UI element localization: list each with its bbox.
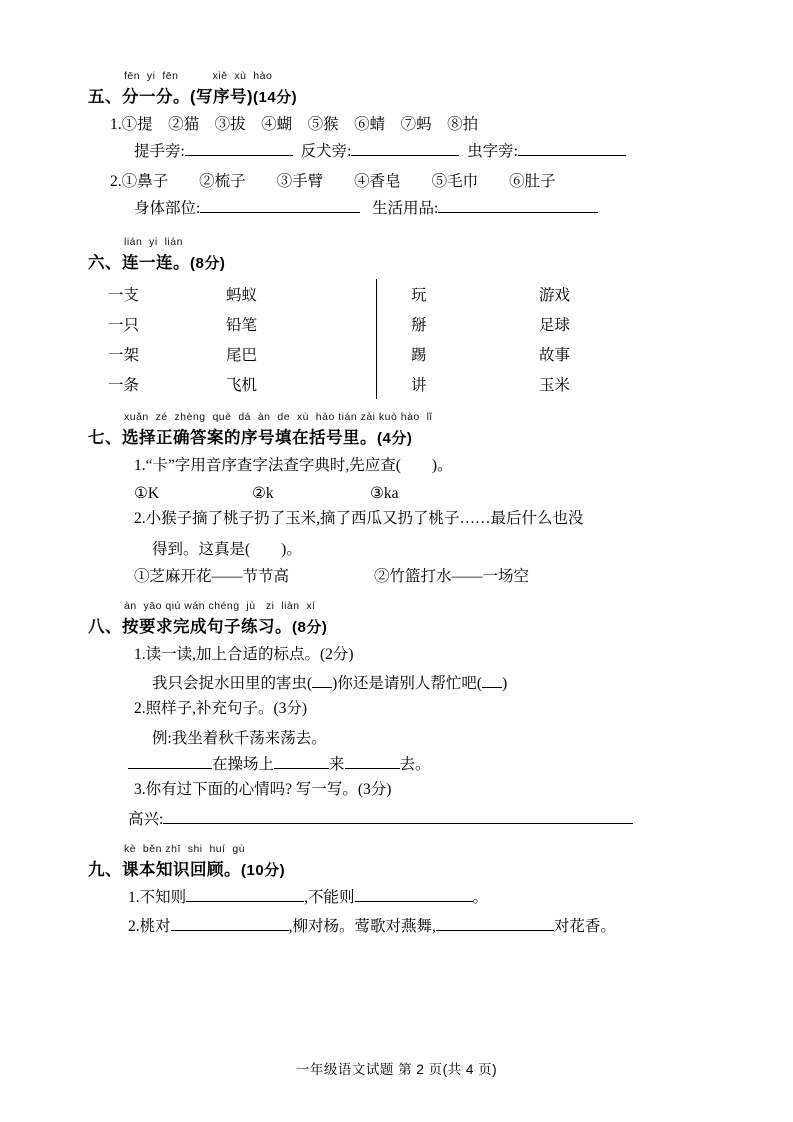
match-right2-3[interactable]: 故事 (539, 347, 571, 365)
q1-score: (2分) (320, 645, 354, 663)
q2-label: 2. (134, 509, 146, 527)
fill-text-a: 在操场上 (212, 756, 275, 774)
mood-prompt: 高兴: (128, 811, 164, 829)
match-left2-4[interactable]: 讲 (411, 377, 427, 395)
cat-chongzipang-answer[interactable] (518, 141, 626, 156)
cat-tishoupang-answer[interactable] (185, 141, 293, 156)
section-seven-q2-line2 (152, 537, 708, 559)
option-a[interactable]: ①K (134, 484, 160, 502)
match-row (108, 369, 708, 399)
page-content (88, 70, 708, 942)
q1-part-c: 。 (472, 889, 489, 907)
match-left-2[interactable]: 一只 (108, 317, 140, 335)
q2-label: 2. (134, 700, 146, 718)
section-six-score: (8分) (190, 255, 226, 273)
section-nine-score: (10分) (241, 862, 286, 880)
match-right2-2[interactable]: 足球 (539, 317, 571, 335)
q3-text: 你有过下面的心情吗? 写一写。 (145, 781, 358, 799)
section-six-title: 六、连一连。 (88, 254, 190, 273)
punct-blank-1[interactable] (312, 673, 332, 688)
section-eight-score: (8分) (292, 618, 328, 636)
q3-score: (3分) (357, 781, 392, 799)
section-seven-title: 七、选择正确答案的序号填在括号里。 (88, 429, 377, 448)
fill-blank-2[interactable] (274, 754, 329, 769)
fill-text-b: 来 (329, 756, 345, 774)
section-eight-q2-example (152, 726, 708, 748)
section-six-heading (88, 249, 708, 273)
section-eight-q1-sentence[interactable] (152, 671, 708, 693)
option-c[interactable]: ③ka (370, 484, 399, 502)
section-nine-heading (88, 856, 708, 880)
q2-text: 照样子,补充句子。 (145, 700, 274, 718)
match-row (108, 309, 708, 339)
cat-bodypart-label: 身体部位: (134, 200, 201, 218)
q1-word-list: ①提 ②猫 ③拔 ④蝴 ⑤猴 ⑥蜻 ⑦蚂 ⑧拍 (121, 116, 479, 133)
q2-part-b: ,柳对杨。莺歌对燕舞, (288, 917, 436, 935)
cat-daily-answer[interactable] (438, 198, 598, 213)
match-right-1[interactable]: 蚂蚁 (226, 287, 258, 305)
match-left2-1[interactable]: 玩 (411, 287, 427, 305)
q2-label: 2. (110, 173, 122, 191)
q1-part-b: ,不能则 (304, 889, 355, 907)
match-row (108, 279, 708, 309)
section-nine-title: 九、课本知识回顾。 (88, 861, 241, 880)
match-right2-4[interactable]: 玉米 (539, 377, 571, 395)
match-left2-2[interactable]: 掰 (411, 317, 427, 335)
q1-text: 读一读,加上合适的标点。 (145, 645, 321, 663)
option-b[interactable]: ②k (252, 484, 274, 502)
q2-word-list: ①鼻子 ②梳子 ③手臂 ④香皂 ⑤毛巾 ⑥肚子 (121, 173, 556, 191)
section-five-q1-words (110, 113, 708, 136)
cat-fanquanpang-answer[interactable] (351, 141, 459, 156)
q1-text[interactable]: “卡”字用音序查字法查字典时,先应查( )。 (145, 457, 453, 475)
section-five-q1-categories (134, 140, 708, 165)
cat-daily-label: 生活用品: (371, 200, 439, 218)
q2-blank-2[interactable] (436, 916, 554, 931)
section-five-title: 五、分一分。(写序号) (88, 88, 253, 106)
section-seven-q2-line1 (134, 507, 708, 532)
q1-label: 1. (134, 457, 146, 475)
option-a[interactable]: ①芝麻开花——节节高 (134, 567, 290, 585)
match-left2-3[interactable]: 踢 (411, 347, 427, 365)
match-divider (376, 279, 377, 309)
section-nine-q2 (128, 915, 708, 940)
cat-tishoupang-label: 提手旁: (134, 143, 185, 161)
punct-blank-2[interactable] (482, 673, 502, 688)
section-five-q2-words (110, 170, 708, 193)
section-seven-q1-options (134, 484, 708, 503)
match-grid (108, 279, 708, 399)
sentence-part-b: )你还是请别人帮忙吧( (332, 675, 482, 693)
q2-text-line2[interactable]: 得到。这真是( )。 (152, 540, 302, 558)
section-eight-pinyin: àn yāo qiú wán chéng jù zi liàn xí (124, 599, 316, 612)
match-left-3[interactable]: 一架 (108, 347, 140, 365)
section-five-pinyin: fēn yi fēn xiě xù hào (124, 70, 273, 82)
q1-part-a: 不知则 (139, 889, 187, 907)
section-eight-title: 八、按要求完成句子练习。 (88, 617, 292, 636)
match-right2-1[interactable]: 游戏 (539, 287, 571, 305)
q1-blank-1[interactable] (186, 887, 304, 902)
match-right-4[interactable]: 飞机 (226, 377, 258, 395)
section-eight-q2 (134, 697, 708, 722)
q1-label: 1. (110, 116, 122, 133)
section-nine-pinyin: kè běn zhī shi huí gù (124, 843, 246, 856)
match-row (108, 339, 708, 369)
section-five-heading (88, 83, 708, 107)
q2-label: 2. (128, 917, 140, 935)
fill-blank-1[interactable] (128, 754, 212, 769)
section-seven-pinyin: xuǎn zé zhèng què dá àn de xù hào tián zài kuò hào lǐ (124, 411, 433, 424)
section-eight-q3 (134, 778, 708, 803)
option-b[interactable]: ②竹篮打水——一场空 (374, 567, 530, 585)
section-eight (88, 600, 708, 829)
q2-part-c: 对花香。 (553, 917, 616, 935)
section-nine-q1 (128, 886, 708, 911)
section-seven-heading (88, 424, 708, 448)
sentence-part-c: ) (502, 675, 508, 693)
match-divider (376, 339, 377, 369)
cat-fanquanpang-label: 反犬旁: (300, 143, 352, 161)
section-seven-q2-options (134, 564, 708, 586)
section-seven-q1 (134, 454, 708, 479)
q2-score: (3分) (273, 700, 308, 718)
section-five-score: (14分) (253, 89, 298, 106)
match-divider (376, 309, 377, 339)
section-six (88, 236, 708, 399)
match-divider (376, 369, 377, 399)
match-left-1[interactable]: 一支 (108, 287, 140, 305)
q1-label: 1. (134, 645, 146, 663)
section-eight-q1 (134, 643, 708, 668)
section-eight-heading (88, 613, 708, 637)
cat-chongzipang-label: 虫字旁: (467, 143, 518, 161)
q2-part-a: 桃对 (139, 917, 171, 935)
q2-text-line1: 小猴子摘了桃子扔了玉米,摘了西瓜又扔了桃子……最后什么也没 (145, 509, 584, 527)
q1-label: 1. (128, 889, 140, 907)
section-six-pinyin: lián yi lián (124, 236, 183, 249)
match-right-3[interactable]: 尾巴 (226, 347, 258, 365)
section-eight-q3-answer (128, 807, 708, 829)
mood-answer-line[interactable] (163, 809, 633, 824)
match-left-4[interactable]: 一条 (108, 377, 140, 395)
cat-bodypart-answer[interactable] (200, 198, 360, 213)
q1-blank-2[interactable] (355, 887, 473, 902)
section-five-q2-categories (134, 197, 708, 222)
fill-text-c: 去。 (399, 756, 431, 774)
match-right-2[interactable]: 铅笔 (226, 317, 258, 335)
page-footer: 一年级语文试题 第 2 页(共 4 页) (295, 1062, 498, 1077)
example-sentence: 例:我坐着秋千荡来荡去。 (152, 730, 327, 748)
section-eight-q2-fill (128, 752, 708, 774)
section-seven-score: (4分) (377, 430, 413, 448)
section-seven (88, 411, 708, 586)
section-five (88, 70, 708, 222)
fill-blank-3[interactable] (345, 754, 400, 769)
section-nine (88, 843, 708, 940)
q2-blank-1[interactable] (171, 916, 289, 931)
sentence-part-a: 我只会捉水田里的害虫( (152, 675, 313, 693)
q3-label: 3. (134, 781, 146, 799)
